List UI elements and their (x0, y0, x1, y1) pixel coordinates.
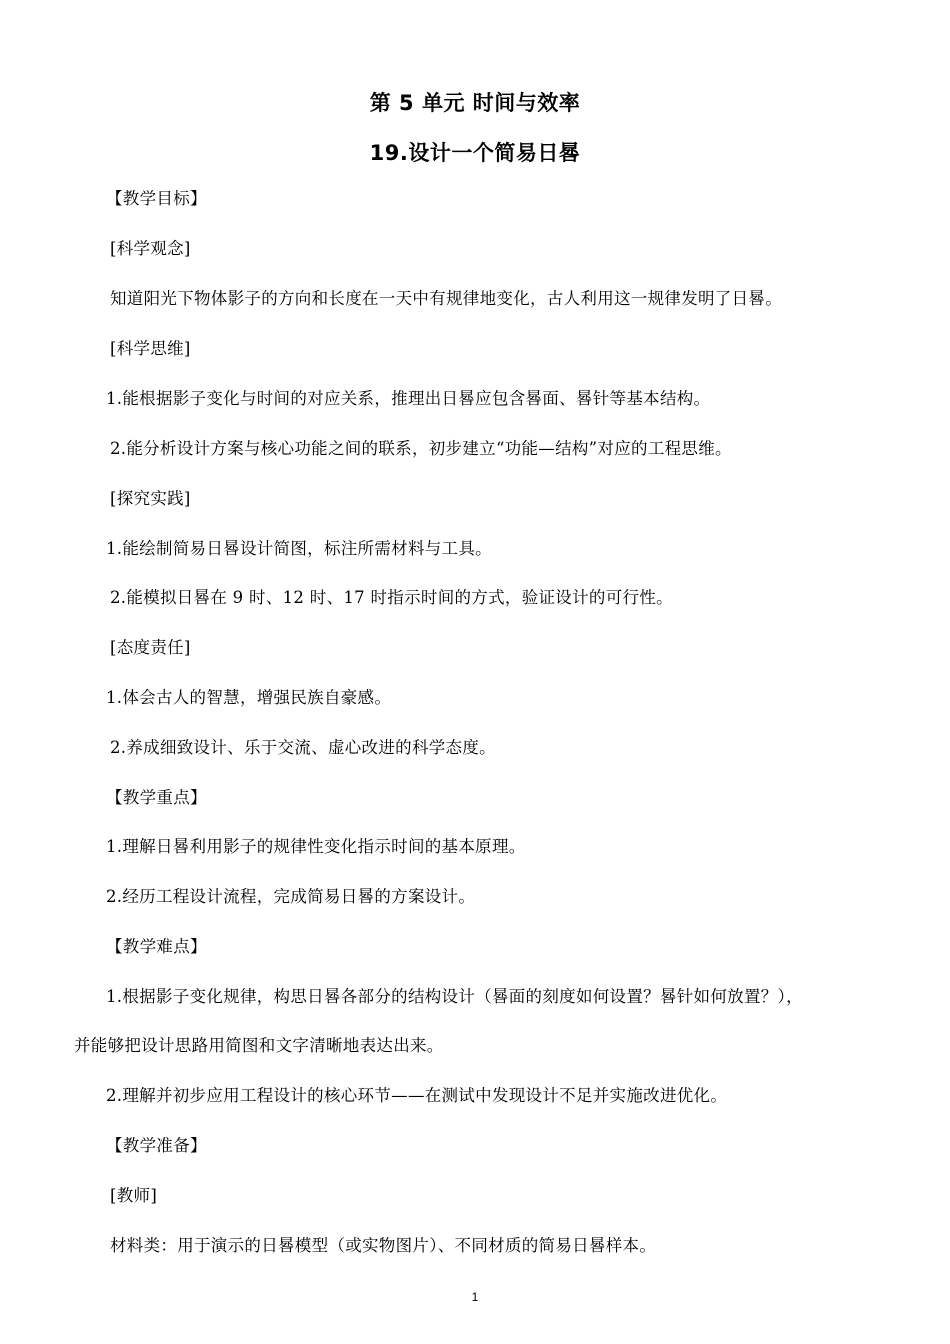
section-heading-objectives: 【教学目标】 (106, 189, 207, 208)
paragraph: 知道阳光下物体影子的方向和长度在一天中有规律地变化，古人利用这一规律发明了日晷。 (110, 289, 782, 308)
list-item: 2.理解并初步应用工程设计的核心环节——在测试中发现设计不足并实施改进优化。 (106, 1086, 728, 1105)
list-item: 2.能分析设计方案与核心功能之间的联系，初步建立“功能—结构”对应的工程思维。 (110, 439, 732, 458)
subheading-science-concept: [科学观念] (110, 239, 191, 258)
subheading-science-thinking: [科学思维] (110, 339, 191, 358)
section-heading-difficulties: 【教学难点】 (106, 937, 207, 956)
section-heading-key-points: 【教学重点】 (106, 788, 207, 807)
list-item: 2.养成细致设计、乐于交流、虚心改进的科学态度。 (110, 738, 496, 757)
list-item: 1.理解日晷利用影子的规律性变化指示时间的基本原理。 (106, 837, 526, 856)
list-item: 1.根据影子变化规律，构思日晷各部分的结构设计（晷面的刻度如何设置？晷针如何放置？）， (106, 987, 803, 1006)
subheading-attitude-responsibility: [态度责任] (110, 638, 191, 657)
list-item: 2.经历工程设计流程，完成简易日晷的方案设计。 (106, 887, 476, 906)
paragraph: 材料类：用于演示的日晷模型（或实物图片）、不同材质的简易日晷样本。 (110, 1236, 657, 1255)
paragraph-continuation: 并能够把设计思路用简图和文字清晰地表达出来。 (74, 1036, 444, 1055)
subheading-teacher: [教师] (110, 1186, 158, 1205)
section-heading-preparation: 【教学准备】 (106, 1136, 207, 1155)
subheading-inquiry-practice: [探究实践] (110, 489, 191, 508)
lesson-title: 19.设计一个简易日晷 (369, 141, 581, 165)
list-item: 1.体会古人的智慧，增强民族自豪感。 (106, 688, 392, 707)
list-item: 1.能根据影子变化与时间的对应关系，推理出日晷应包含晷面、晷针等基本结构。 (106, 389, 711, 408)
page-number: 1 (471, 1290, 479, 1304)
list-item: 1.能绘制简易日晷设计简图，标注所需材料与工具。 (106, 539, 492, 558)
unit-title: 第 5 单元 时间与效率 (369, 91, 581, 115)
list-item: 2.能模拟日晷在 9 时、12 时、17 时指示时间的方式，验证设计的可行性。 (110, 588, 673, 607)
